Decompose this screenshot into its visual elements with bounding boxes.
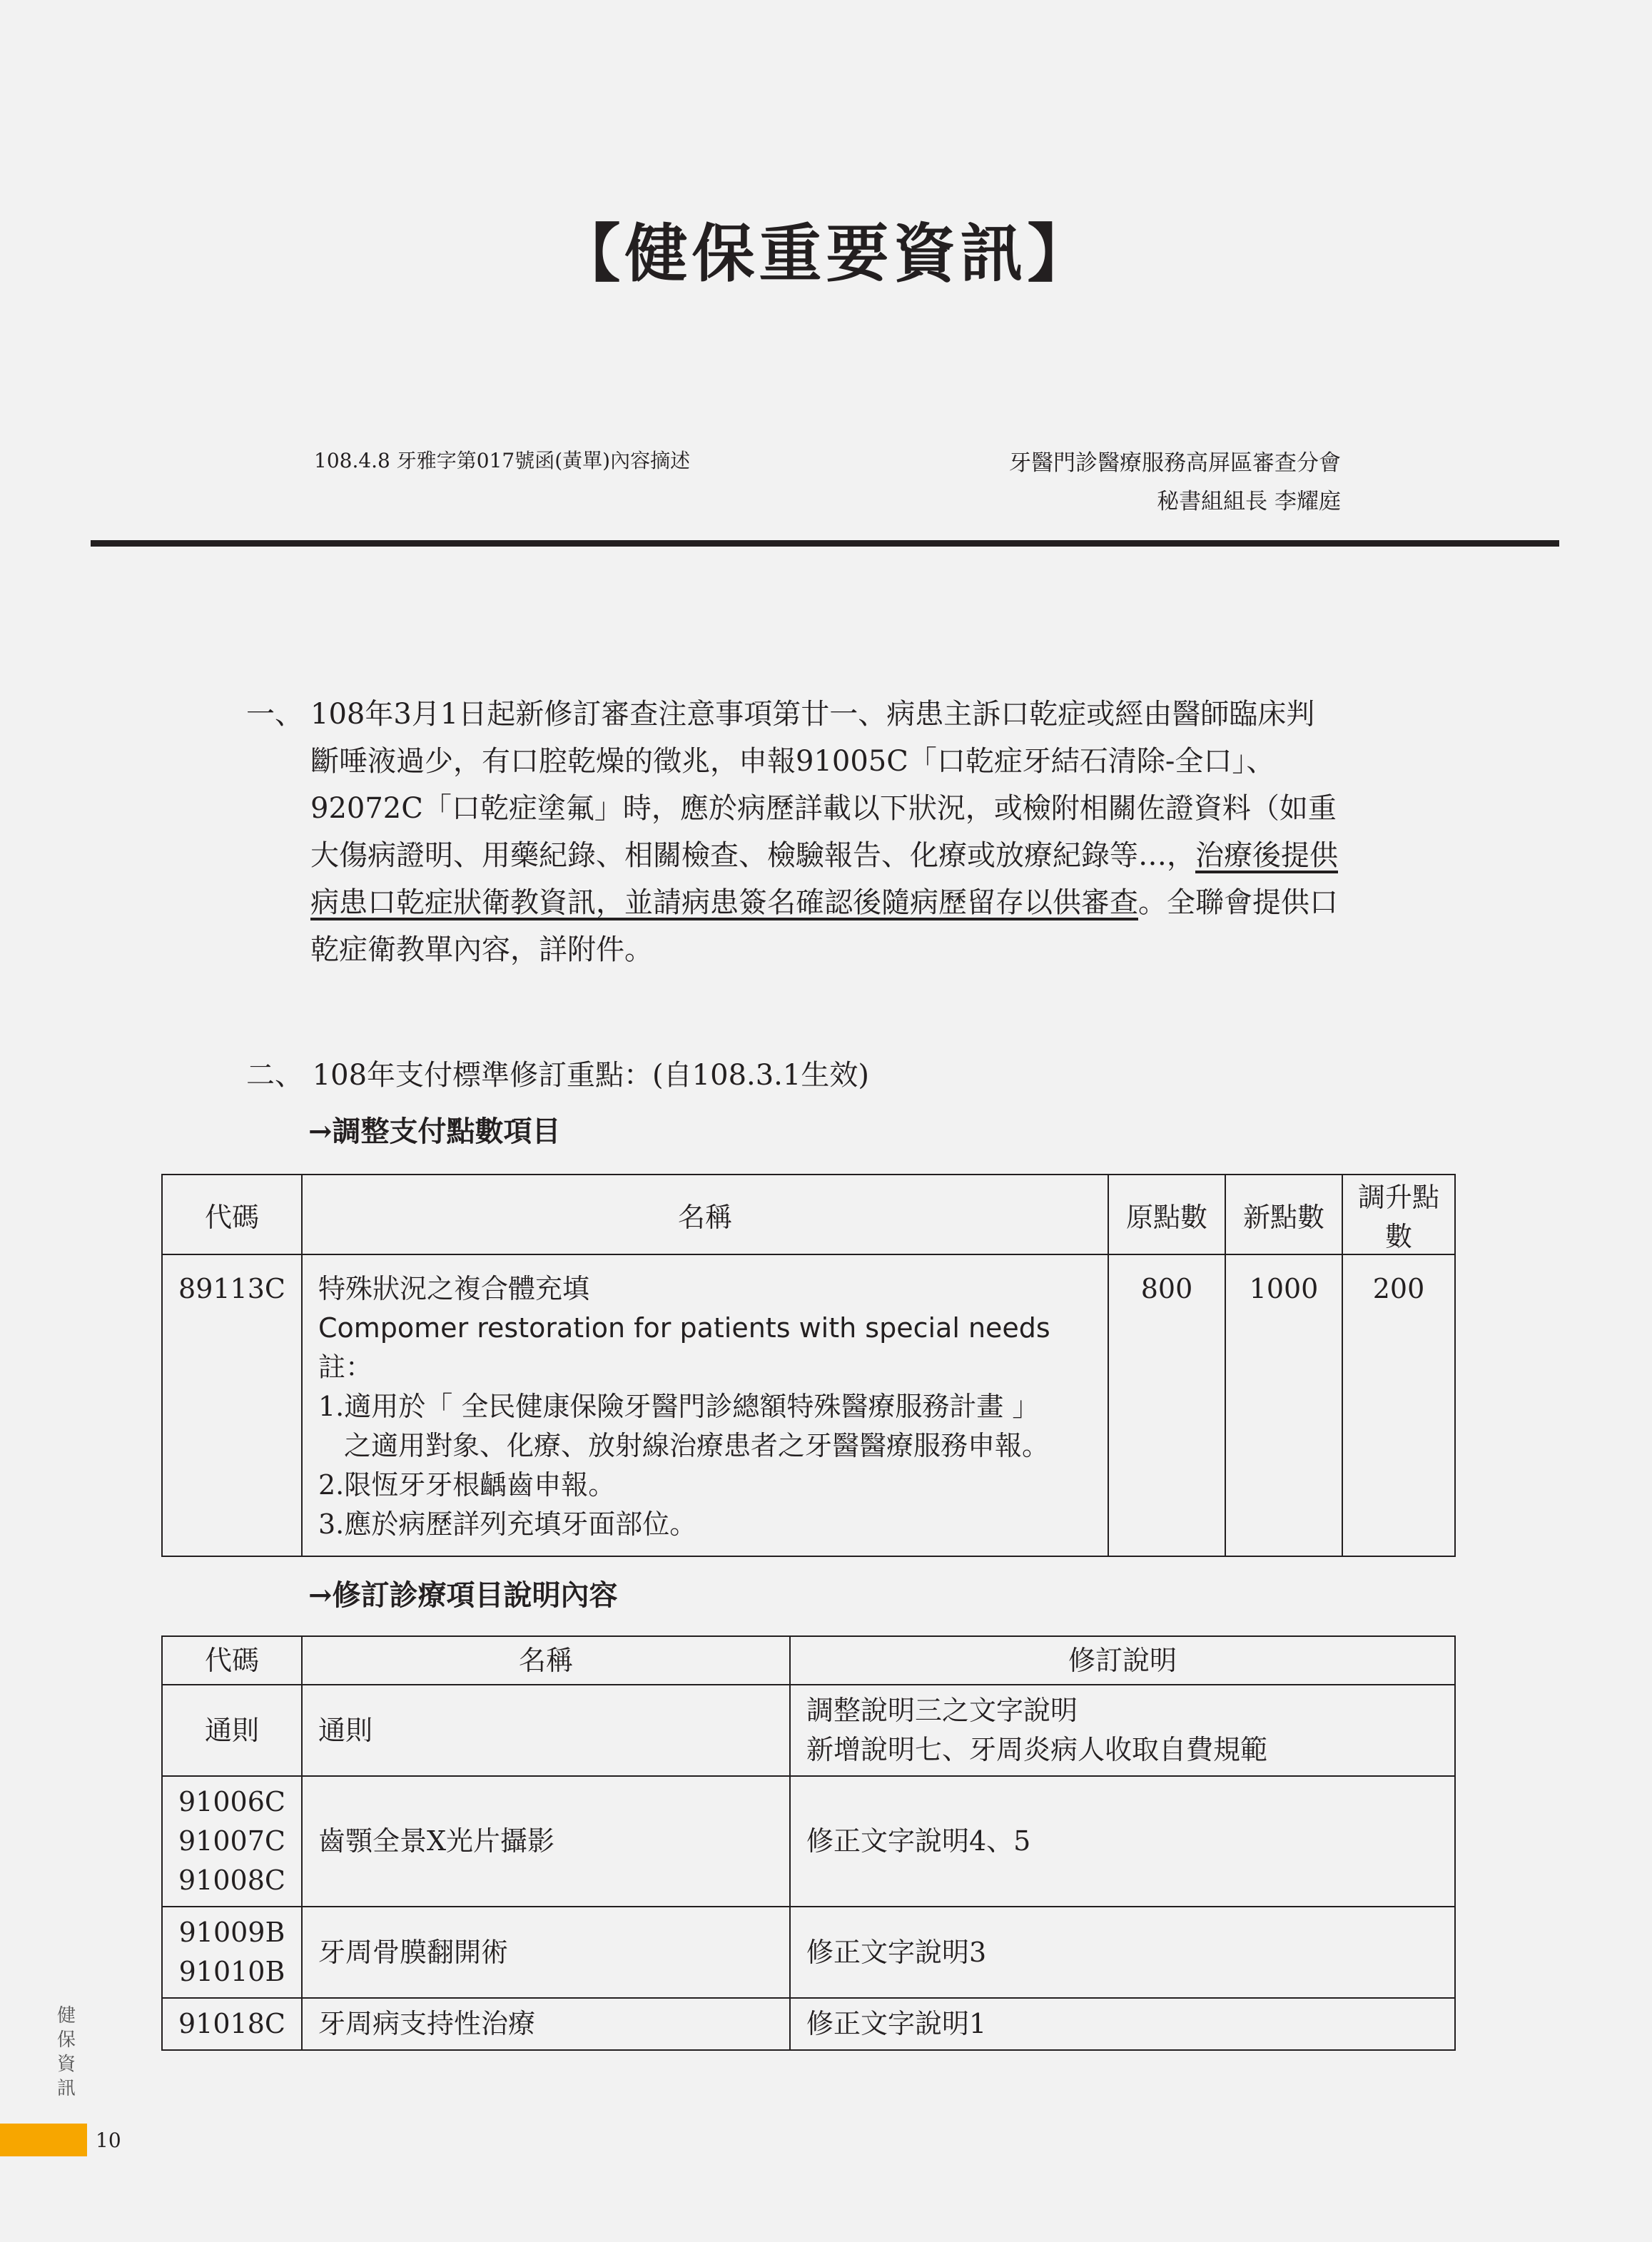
table-header-row	[162, 1636, 1455, 1685]
table-row	[162, 1998, 1455, 2050]
code-line: 91008C	[178, 1865, 285, 1896]
cell-code	[162, 1907, 302, 1998]
author-block	[1009, 444, 1341, 521]
page-tab-marker	[0, 2124, 87, 2156]
cell-increase: 200	[1342, 1254, 1455, 1556]
cell-code: 89113C	[162, 1254, 302, 1556]
header-new-points: 新點數	[1225, 1175, 1342, 1254]
table1-subheading: →調整支付點數項目	[308, 1115, 561, 1148]
name-zh: 特殊狀況之複合體充填	[318, 1273, 590, 1304]
section-one-underlined-text: 治療後提供病患口乾症狀衛教資訊，並請病患簽名確認後隨病歷留存以供審查	[310, 839, 1338, 919]
header-description: 修訂說明	[790, 1636, 1455, 1685]
revision-table	[161, 1635, 1456, 2051]
header-divider	[91, 540, 1559, 547]
header-name: 名稱	[302, 1636, 790, 1685]
cell-code: 通則	[162, 1685, 302, 1776]
side-label-char: 訊	[56, 2078, 76, 2099]
points-adjustment-table	[161, 1174, 1456, 1557]
section-one-paragraph	[246, 691, 1342, 973]
cell-code	[162, 1776, 302, 1907]
description-line: 新增說明七、牙周炎病人收取自費規範	[806, 1734, 1268, 1765]
cell-code: 91018C	[162, 1998, 302, 2050]
author-name: 秘書組組長 李耀庭	[1157, 489, 1341, 514]
section-one-text: 108年3月1日起新修訂審查注意事項第廿一、病患主訴口乾症或經由醫師臨床判斷唾液過少，有口腔乾燥的徵兆，申報91005C「口乾症牙結石清除-全口」、92072C「口乾症塗氟」時，應於病歷詳載以下狀況，或檢附相關佐證資料（如重大傷病證明、用藥紀錄、相關檢查、檢驗報告、化療或放療紀錄等…，	[310, 698, 1337, 872]
note-title: 註：	[318, 1351, 373, 1383]
table-row	[162, 1776, 1455, 1907]
side-label-char: 保	[56, 2029, 76, 2051]
cell-name: 牙周骨膜翻開術	[302, 1907, 790, 1998]
code-line: 91010B	[178, 1956, 285, 1987]
header-increase: 調升點數	[1342, 1175, 1455, 1254]
code-line: 91009B	[178, 1917, 285, 1948]
code-line: 91006C	[178, 1786, 285, 1817]
cell-old-points: 800	[1108, 1254, 1225, 1556]
note-2: 2.限恆牙牙根齲齒申報。	[318, 1469, 616, 1501]
table2-subheading: →修訂診療項目說明內容	[308, 1578, 618, 1612]
header-old-points: 原點數	[1108, 1175, 1225, 1254]
cell-description: 修正文字說明4、5	[790, 1776, 1455, 1907]
table-row	[162, 1685, 1455, 1776]
table-row	[162, 1907, 1455, 1998]
section-two-heading: 二、 108年支付標準修訂重點：(自108.3.1生效)	[246, 1059, 869, 1092]
side-label-char: 資	[56, 2054, 76, 2075]
section-one-tail: 。全聯會提供口乾症衛教單內容，詳附件。	[310, 886, 1338, 966]
cell-name	[302, 1254, 1108, 1556]
page-number: 10	[96, 2129, 121, 2152]
cell-name: 通則	[302, 1685, 790, 1776]
page-title: 【健保重要資訊】	[557, 216, 1095, 290]
header-code: 代碼	[162, 1636, 302, 1685]
table-header-row	[162, 1175, 1455, 1254]
code-line: 91007C	[178, 1825, 285, 1857]
cell-new-points: 1000	[1225, 1254, 1342, 1556]
section-one-number: 一、	[246, 698, 303, 731]
section-one	[246, 691, 1342, 973]
header-code: 代碼	[162, 1175, 302, 1254]
cell-description	[790, 1685, 1455, 1776]
organization-name: 牙醫門診醫療服務高屏區審查分會	[1009, 450, 1341, 476]
cell-name: 牙周病支持性治療	[302, 1998, 790, 2050]
side-section-label	[56, 2004, 77, 2101]
document-reference: 108.4.8 牙雅字第017號函(黃單)內容摘述	[314, 449, 691, 472]
description-line: 調整說明三之文字說明	[806, 1695, 1078, 1726]
table-row	[162, 1254, 1455, 1556]
note-3: 3.應於病歷詳列充填牙面部位。	[318, 1508, 697, 1540]
header-name: 名稱	[302, 1175, 1108, 1254]
side-label-char: 健	[56, 2005, 76, 2027]
cell-name: 齒顎全景X光片攝影	[302, 1776, 790, 1907]
note-1: 1.適用於「 全民健康保險牙醫門診總額特殊醫療服務計畫 」	[318, 1391, 1040, 1422]
cell-description: 修正文字說明3	[790, 1907, 1455, 1998]
name-en: Compomer restoration for patients with special needs	[318, 1312, 1050, 1344]
cell-description: 修正文字說明1	[790, 1998, 1455, 2050]
note-1-continued: 之適用對象、化療、放射線治療患者之牙醫醫療服務申報。	[344, 1430, 1050, 1461]
